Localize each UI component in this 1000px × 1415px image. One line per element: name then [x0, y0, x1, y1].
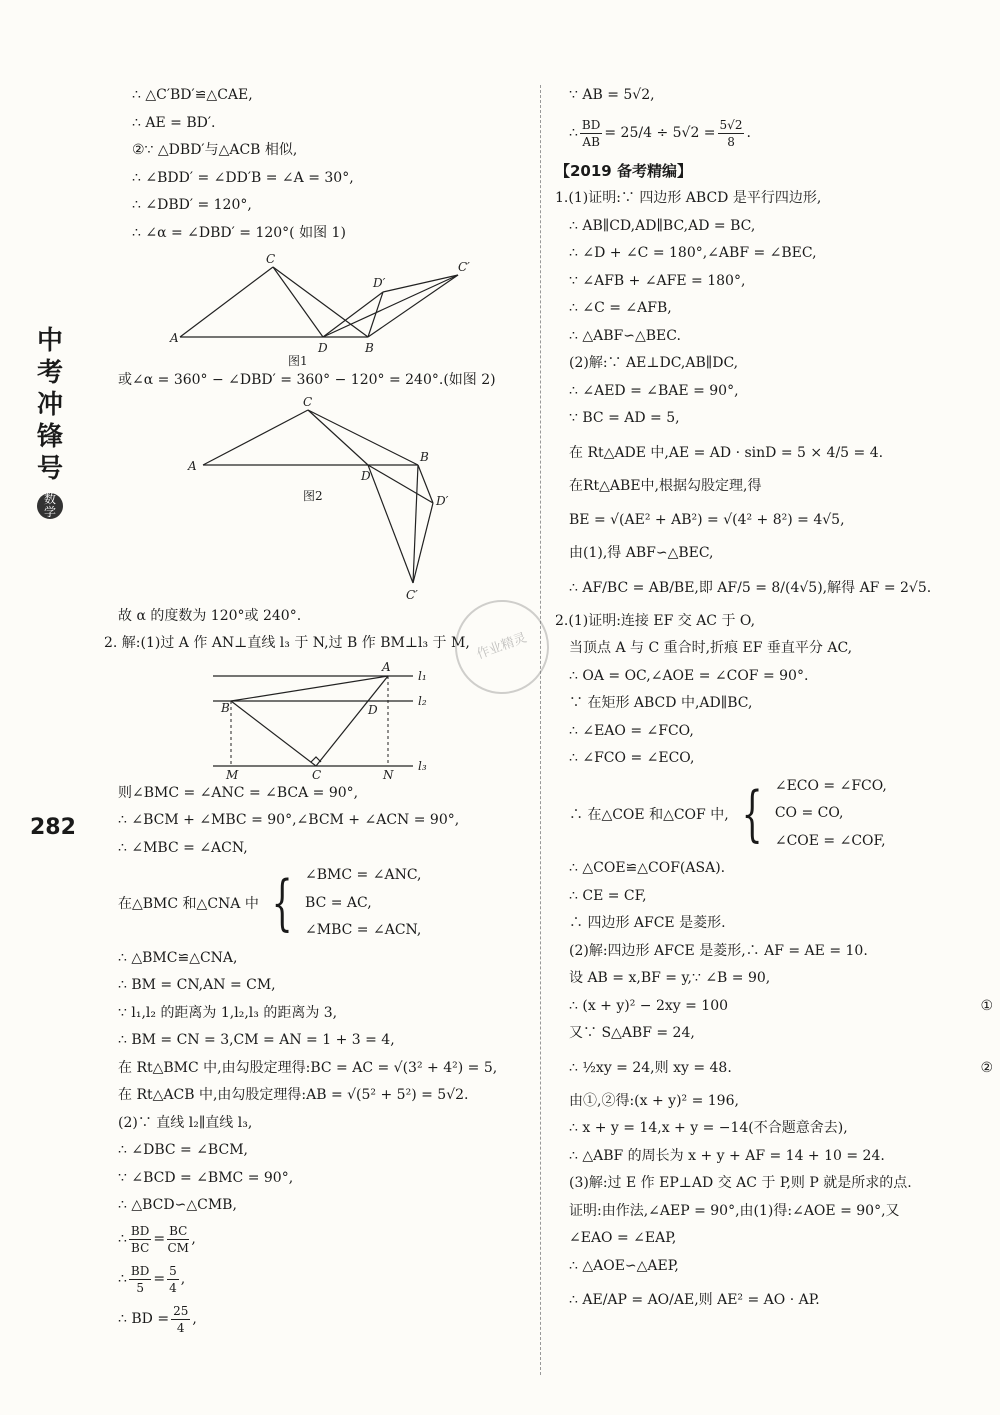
equation-marker: ② — [980, 1059, 993, 1076]
equation: ∴ BD = $\frac{25}{4}$ , — [118, 1304, 197, 1335]
text-line: ∴ ½xy = 24,则 xy = 48. ② — [555, 1048, 975, 1088]
text-line: 故 α 的度数为 120°或 240°. — [118, 607, 302, 624]
label-a: A — [170, 331, 179, 345]
text-line: ∴ ∠FCO = ∠ECO, — [569, 750, 695, 766]
text-line: ∴ BM = CN,AN = CM, — [118, 977, 276, 993]
text-line: 又∵ S△ABF = 24, — [569, 1025, 695, 1041]
figure-2 — [118, 395, 518, 603]
text-line: ∵ l₁,l₂ 的距离为 1,l₂,l₃ 的距离为 3, — [118, 1004, 338, 1021]
text-line: ∴ ∠BCM + ∠MBC = 90°,∠BCM + ∠ACN = 90°, — [118, 812, 460, 828]
system-row: ∠MBC = ∠ACN, — [305, 922, 422, 938]
text-line: ∴ (x + y)² − 2xy = 100 ① — [555, 993, 975, 1021]
text-line: ∴ ∠AED = ∠BAE = 90°, — [569, 382, 739, 399]
page-number: 282 — [30, 815, 76, 840]
text-line: 在△BMC 和△CNA 中 — [118, 896, 259, 913]
label-c-prime: C′ — [458, 260, 470, 274]
text-line: ∴ 四边形 AFCE 是菱形. — [569, 915, 726, 931]
system-row: CO = CO, — [774, 805, 844, 821]
text-line: 由①,②得:(x + y)² = 196, — [569, 1092, 739, 1109]
text-line: 则∠BMC = ∠ANC = ∠BCA = 90°, — [118, 784, 359, 801]
label-c-prime: C′ — [406, 587, 418, 602]
text-line: ∴ △COE≌△COF(ASA). — [569, 860, 726, 876]
book-title: 中 考 冲 锋 号 — [36, 326, 63, 484]
label-b: B — [365, 341, 374, 355]
system-block — [118, 862, 528, 945]
label-b: B — [420, 449, 429, 464]
text-line: 在 Rt△ADE 中,AE = AD · sinD = 5 × 4/5 = 4. — [569, 444, 884, 461]
label-d: D — [368, 702, 378, 717]
label-n: N — [383, 767, 394, 780]
problem-heading: 1.(1)证明:∵ 四边形 ABCD 是平行四边形, — [555, 190, 822, 206]
label-d: D — [318, 341, 328, 355]
equation: ∴ BD BC = BC CM , — [118, 1224, 196, 1255]
text-line: 设 AB = x,BF = y,∵ ∠B = 90, — [569, 970, 771, 986]
text-line: ∴ △AOE∽△AEP, — [569, 1257, 679, 1274]
label-l1: l₁ — [418, 668, 427, 683]
text-line: ∵ BC = AD = 5, — [569, 410, 680, 426]
watermark-stamp: 作业精灵 — [442, 587, 562, 707]
text-line: 当顶点 A 与 C 重合时,折痕 EF 垂直平分 AC, — [569, 640, 853, 656]
text-line: ∴ △ABF∽△BEC. — [569, 327, 681, 344]
sidebar — [30, 325, 70, 527]
text-line: ∴ △ABF 的周长为 x + y + AF = 14 + 10 = 24. — [569, 1147, 885, 1164]
equation-marker: ① — [980, 997, 993, 1014]
text-line: ∴ OA = OC,∠AOE = ∠COF = 90°. — [569, 667, 809, 684]
text-line: ∴ AE/AP = AO/AE,则 AE² = AO · AP. — [569, 1292, 820, 1308]
label-l2: l₂ — [418, 693, 427, 708]
text-line: ∵ ∠AFB + ∠AFE = 180°, — [569, 272, 746, 289]
text-line: (2)∵ 直线 l₂∥直线 l₃, — [118, 1114, 253, 1131]
label-a: A — [188, 458, 197, 473]
brace: { — [741, 778, 763, 849]
label-b: B — [221, 700, 230, 715]
text-line: 在 Rt△BMC 中,由勾股定理得:BC = AC = √(3² + 4²) = 5, — [118, 1059, 498, 1076]
text-line: ∴ △BCD∽△CMB, — [118, 1197, 237, 1213]
text-line: 由(1),得 ABF∽△BEC, — [569, 545, 714, 561]
equation: ∴ BD 5 = 5 4 , — [118, 1264, 186, 1295]
problem-heading: 2. 解:(1)过 A 作 AN⊥直线 l₃ 于 N,过 B 作 BM⊥l₃ 于 M, — [104, 635, 470, 651]
text-line: ∴ ∠MBC = ∠ACN, — [118, 839, 248, 856]
label-c: C — [266, 252, 276, 266]
text-line: ∴ CE = CF, — [569, 887, 647, 904]
label-d: D — [361, 468, 371, 483]
label-a: A — [382, 659, 391, 674]
text-line: ∵ AB = 5√2, — [569, 87, 655, 103]
text-line: 证明:由作法,∠AEP = 90°,由(1)得:∠AOE = 90°,又 — [569, 1202, 900, 1219]
label-c: C — [312, 767, 322, 780]
figure-1 — [118, 247, 518, 367]
text-line: ∵ ∠BCD = ∠BMC = 90°, — [118, 1169, 294, 1186]
text-line: ∴ AF/BC = AB/BE,即 AF/5 = 8/(4√5),解得 AF = 2√5. — [569, 579, 932, 596]
label-c: C — [303, 394, 313, 409]
left-column — [104, 82, 528, 1340]
text-line: ∠EAO = ∠EAP, — [569, 1230, 677, 1246]
system-block — [555, 773, 975, 856]
text-line: ∴ ∠C = ∠AFB, — [569, 300, 672, 316]
text-line: (3)解:过 E 作 EP⊥AD 交 AC 于 P,则 P 就是所求的点. — [569, 1175, 912, 1191]
text-line: ∴ ∠DBD′ = 120°, — [132, 197, 252, 213]
text-line: 在 Rt△ACB 中,由勾股定理得:AB = √(5² + 5²) = 5√2. — [118, 1087, 469, 1103]
problem-heading: 2.(1)证明:连接 EF 交 AC 于 O, — [555, 612, 756, 629]
equation: ∴ $\frac{BD}{AB}$ = 25/4 ÷ 5√2 = $\frac{5√2}{8}$ . — [569, 118, 751, 149]
system-row: ∠ECO = ∠FCO, — [774, 777, 887, 794]
system-row: ∠BMC = ∠ANC, — [305, 867, 422, 883]
figure-3 — [118, 658, 518, 780]
text-line: ∵ 在矩形 ABCD 中,AD∥BC, — [569, 695, 753, 711]
label-l3: l₃ — [418, 758, 427, 773]
section-heading: 【2019 备考精编】 — [555, 161, 692, 180]
text-line: ∴ ∠α = ∠DBD′ = 120°( 如图 1) — [132, 224, 346, 241]
text-line: BE = √(AE² + AB²) = √(4² + 8²) = 4√5, — [569, 512, 845, 528]
text-line: ∴ △C′BD′≌△CAE, — [132, 87, 253, 103]
subject-badge: 数 学 — [37, 493, 63, 519]
text-line: (2)解:四边形 AFCE 是菱形,∴ AF = AE = 10. — [569, 942, 868, 959]
figure-caption: 图1 — [288, 354, 308, 367]
text-line: ∴ ∠BDD′ = ∠DD′B = ∠A = 30°, — [132, 169, 354, 186]
text-line: ∴ ∠DBC = ∠BCM, — [118, 1142, 248, 1158]
text-line: (2)解:∵ AE⊥DC,AB∥DC, — [569, 355, 739, 371]
column-divider — [540, 85, 541, 1375]
text-line: 在Rt△ABE中,根据勾股定理,得 — [569, 477, 762, 494]
brace: { — [271, 868, 293, 939]
system-row: ∠COE = ∠COF, — [774, 832, 886, 849]
label-d-prime: D′ — [436, 493, 449, 508]
figure-caption: 图2 — [303, 488, 323, 503]
text-line: 或∠α = 360° − ∠DBD′ = 360° − 120° = 240°.(如图 2) — [118, 372, 496, 388]
text-line: ∴ x + y = 14,x + y = −14(不合题意舍去), — [569, 1120, 848, 1136]
text-line: ∴ BM = CN = 3,CM = AN = 1 + 3 = 4, — [118, 1032, 395, 1048]
label-m: M — [226, 767, 239, 780]
text-line: ∴ AE = BD′. — [132, 114, 216, 131]
text-line: ∴ ∠EAO = ∠FCO, — [569, 722, 694, 739]
label-d-prime: D′ — [373, 276, 386, 290]
text-line: ②∵ △DBD′与△ACB 相似, — [132, 142, 298, 158]
text-line: ∴ AB∥CD,AD∥BC,AD = BC, — [569, 217, 756, 234]
text-line: ∴ 在△COE 和△COF 中, — [569, 806, 729, 823]
text-line: ∴ △BMC≌△CNA, — [118, 949, 238, 966]
system-row: BC = AC, — [305, 894, 372, 911]
text-line: ∴ ∠D + ∠C = 180°,∠ABF = ∠BEC, — [569, 245, 817, 261]
right-column — [555, 82, 993, 1320]
